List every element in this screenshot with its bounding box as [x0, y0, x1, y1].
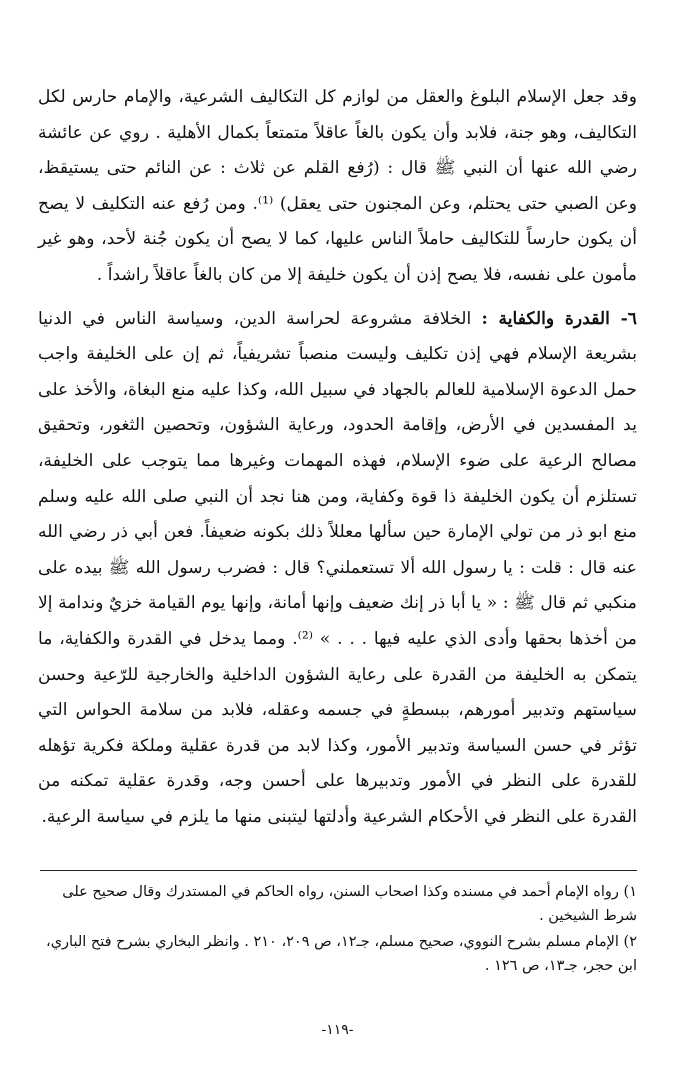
footnote-1: ١) رواه الإمام أحمد في مسنده وكذا اصحاب السنن، رواه الحاكم في المستدرك وقال صحيح على شرط الشيخين .: [62, 884, 637, 924]
section-heading-ability: ٦- القدرة والكفاية :: [481, 308, 637, 329]
paragraph-ability-text: الخلافة مشروعة لحراسة الدين، وسياسة الناس في الدنيا بشريعة الإسلام فهي إذن تكليف وليست منصباً تشريفياً، ثم إن على الخليفة واجب حمل الدعوة الإسلامية للعالم بالجهاد في سبيل الله، وكذا عليه منع البغاة، والأخذ على يد المفسدين في الأرض، وإقامة الحدود، ورعاية الشؤون، وتحصين الثغور، وتحقيق مصالح الرعية على ضوء الإسلام، فهذه المهمات وغيرها مما يتوجب على الخليفة، تستلزم أن يكون الخليفة ذا قوة وكفاية، ومن هنا نجد أن النبي صلى الله عليه وسلم منع ابو ذر من تولي الإمارة حين سألها معللاً ذلك بكونه ضعيفاً. فعن أبي ذر رضي الله عنه قال : قلت : يا رسول الله ألا تستعملني؟ قال : فضرب رسول الله ﷺ بيده على منكبي ثم قال ﷺ : « يا أبا ذر إنك ضعيف وإنها أمانة، وإنها يوم القيامة خزيٌ وندامة إلا من أخذها بحقها وأدى الذي عليه فيها . . . » ⁽²⁾. ومما يدخل في القدرة والكفاية، ما يتمكن به الخليفة من القدرة على رعاية الشؤون الداخلية والخارجية للرّعية وحسن سياستهم وتدبير أمورهم، ببسطةٍ في جسمه وعقله، فلابد من سلامة الحواس التي تؤثر في حسن السياسة وتدبير الأمور، وكذا لابد من قدرة عقلية وملكة فكرية تؤهله للقدرة على النظر في الأمور وتدبيرها على أحسن وجه، وقدرة عقلية تمكنه من القدرة على النظر في الأحكام الشرعية وأدلتها ليتبنى منها ما يلزم في سياسة الرعية.: [38, 308, 637, 827]
footnote-2: ٢) الإمام مسلم بشرح النووي، صحيح مسلم، جـ١٢، ص ٢٠٩، ٢١٠ . وانظر البخاري بشرح فتح الباري، ابن حجر، جـ١٣، ص ١٢٦ .: [46, 934, 637, 974]
footnote-separator: [40, 870, 637, 871]
footnotes: [38, 880, 637, 980]
page-number: -١١٩-: [321, 1022, 354, 1038]
paragraph-ability: [38, 302, 637, 836]
main-text: [38, 80, 637, 835]
paragraph-eligibility: وقد جعل الإسلام البلوغ والعقل من لوازم كل التكاليف الشرعية، والإمام حارس لكل التكاليف، وهو جنة، فلابد وأن يكون بالغاً عاقلاً متمتعاً بكمال الأهلية . روي عن عائشة رضي الله عنها أن النبي ﷺ قال : (رُفع القلم عن ثلاث : عن النائم حتى يستيقظ، وعن الصبي حتى يحتلم، وعن المجنون حتى يعقل) ⁽¹⁾. ومن رُفع عنه التكليف لا يصح أن يكون حارساً للتكاليف حاملاً الناس عليها، كما لا يصح أن يكون جُنة لأحد، وهو غير مأمون على نفسه، فلا يصح إذن أن يكون خليفة إلا من كان بالغاً عاقلاً راشداً .: [38, 87, 637, 285]
